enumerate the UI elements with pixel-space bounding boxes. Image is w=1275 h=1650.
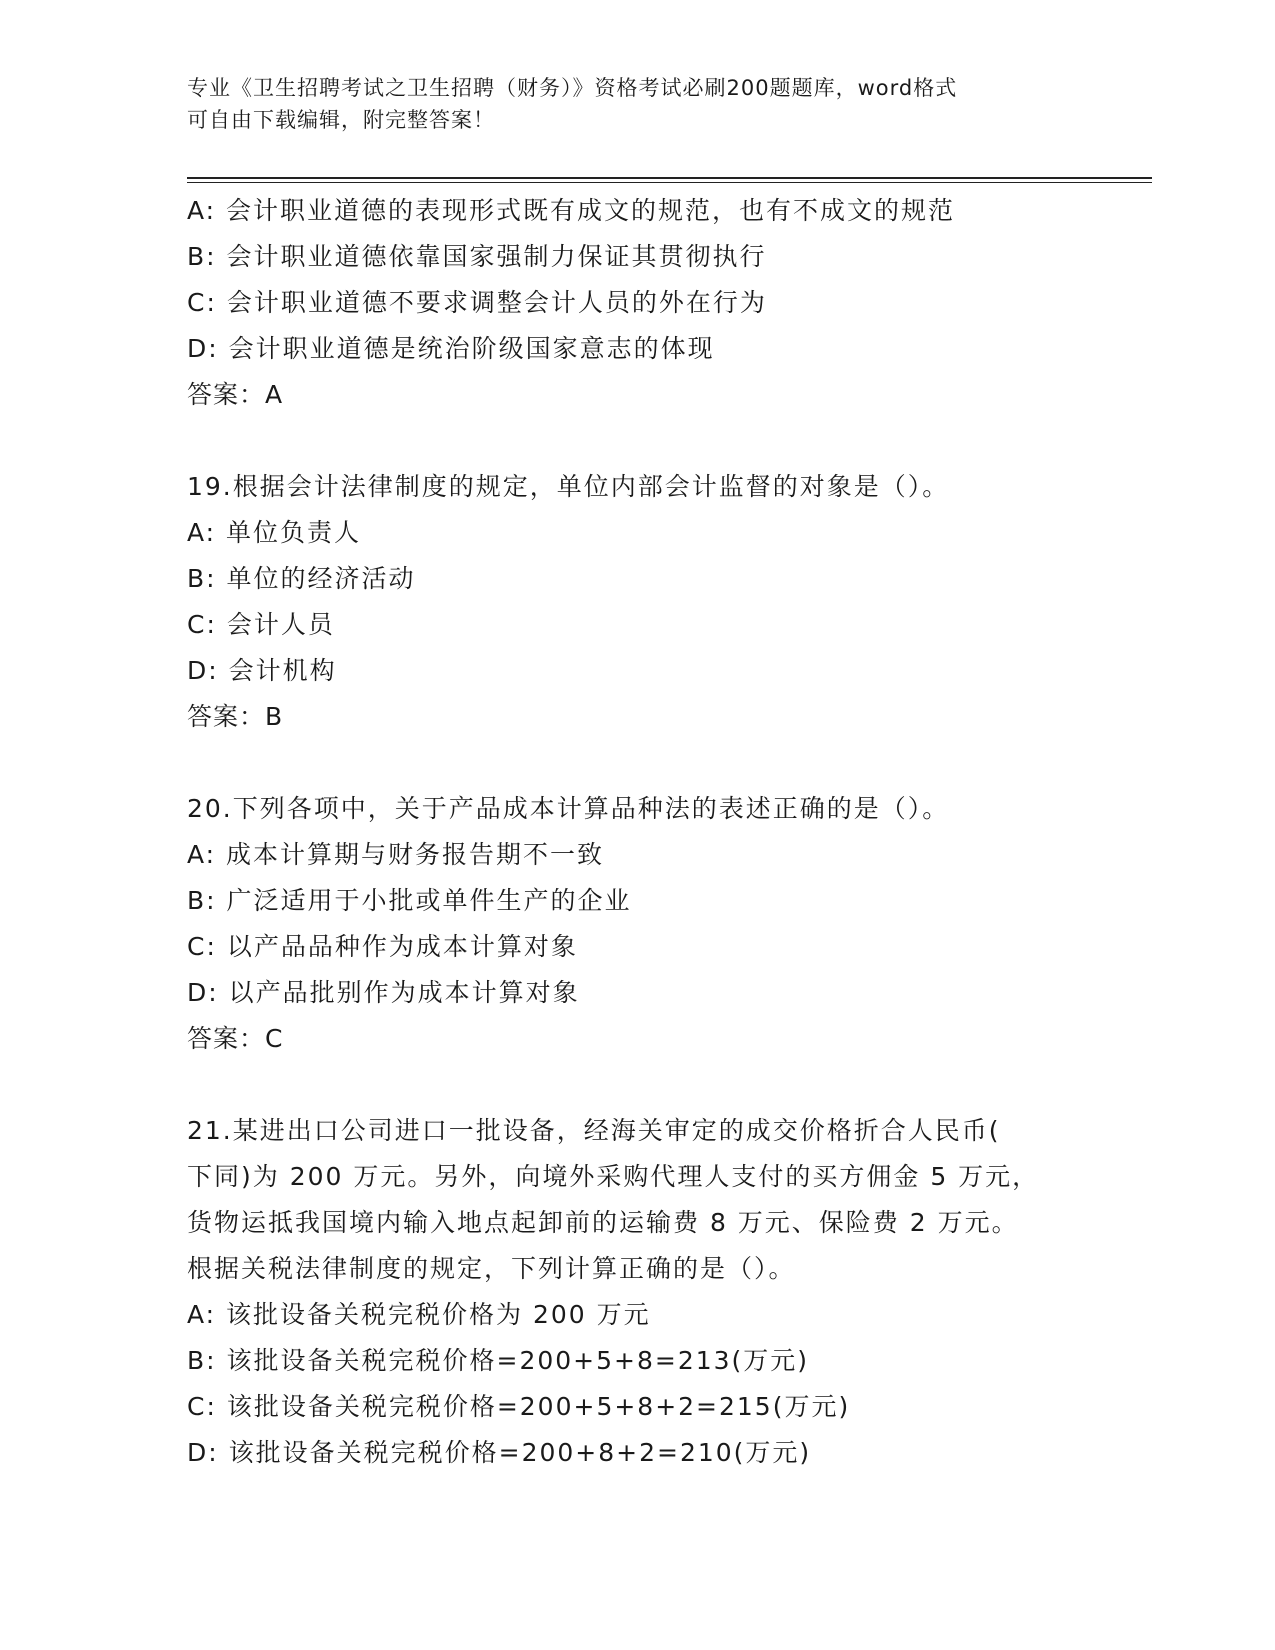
question-text-line-2: 下同)为 200 万元。另外，向境外采购代理人支付的买方佣金 5 万元， <box>187 1162 1040 1191</box>
option-d: D: 以产品批别作为成本计算对象 <box>187 978 580 1007</box>
option-a: A: 该批设备关税完税价格为 200 万元 <box>187 1300 651 1329</box>
option-a: A: 会计职业道德的表现形式既有成文的规范，也有不成文的规范 <box>187 196 956 225</box>
option-c: C: 会计人员 <box>187 610 335 639</box>
option-d: D: 该批设备关税完税价格=200+8+2=210(万元) <box>187 1438 812 1467</box>
question-text: 19.根据会计法律制度的规定，单位内部会计监督的对象是（）。 <box>187 472 950 501</box>
option-b: B: 该批设备关税完税价格=200+5+8=213(万元) <box>187 1346 810 1375</box>
answer-label: 答案：A <box>187 380 284 409</box>
spacer <box>187 418 1147 464</box>
document-header <box>187 72 1087 136</box>
spacer <box>187 1062 1147 1108</box>
option-c: C: 以产品品种作为成本计算对象 <box>187 932 578 961</box>
header-line-2: 可自由下载编辑，附完整答案！ <box>187 108 495 132</box>
question-list <box>187 188 1147 1476</box>
answer-label: 答案：C <box>187 1024 284 1053</box>
option-a: A: 成本计算期与财务报告期不一致 <box>187 840 605 869</box>
question-21-block <box>187 1108 1147 1476</box>
option-b: B: 会计职业道德依靠国家强制力保证其贯彻执行 <box>187 242 767 271</box>
question-19-block <box>187 464 1147 740</box>
header-divider-thin <box>187 182 1152 183</box>
header-divider-thick <box>187 177 1152 179</box>
question-20-block <box>187 786 1147 1062</box>
option-c: C: 该批设备关税完税价格=200+5+8+2=215(万元) <box>187 1392 851 1421</box>
option-d: D: 会计职业道德是统治阶级国家意志的体现 <box>187 334 715 363</box>
header-line-1: 专业《卫生招聘考试之卫生招聘（财务）》资格考试必刷200题题库，word格式 <box>187 76 958 100</box>
question-text-line-4: 根据关税法律制度的规定，下列计算正确的是（）。 <box>187 1254 796 1283</box>
question-text-line-3: 货物运抵我国境内输入地点起卸前的运输费 8 万元、保险费 2 万元。 <box>187 1208 1019 1237</box>
option-c: C: 会计职业道德不要求调整会计人员的外在行为 <box>187 288 767 317</box>
option-b: B: 广泛适用于小批或单件生产的企业 <box>187 886 632 915</box>
option-b: B: 单位的经济活动 <box>187 564 416 593</box>
question-text: 20.下列各项中，关于产品成本计算品种法的表述正确的是（）。 <box>187 794 950 823</box>
answer-label: 答案：B <box>187 702 284 731</box>
option-d: D: 会计机构 <box>187 656 337 685</box>
question-text-line-1: 21.某进出口公司进口一批设备，经海关审定的成交价格折合人民币( <box>187 1116 1001 1145</box>
question-18-block <box>187 188 1147 418</box>
option-a: A: 单位负责人 <box>187 518 362 547</box>
spacer <box>187 740 1147 786</box>
